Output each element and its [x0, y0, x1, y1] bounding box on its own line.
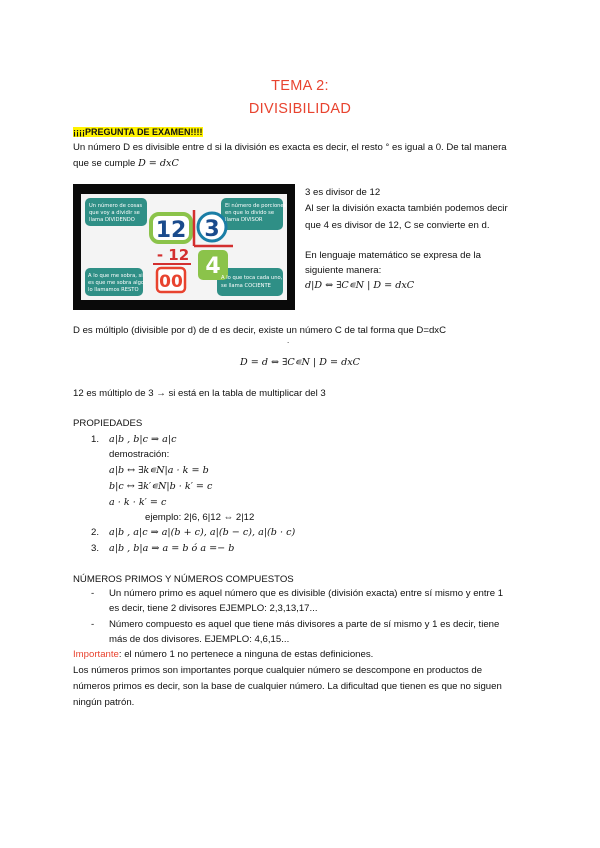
bullet-dash-2: - — [91, 619, 95, 630]
prop3-formula: a|b , b|a ⇒ a = b ó a =− b — [109, 543, 235, 554]
prop2-number: 2. — [91, 527, 100, 538]
side-formula: d|D ⇔ ∃C∊N | D = dxC — [305, 280, 415, 291]
note-dividend-line2: que voy a dividir se — [89, 210, 140, 216]
divisor-number: 3 — [204, 217, 220, 242]
important-note — [73, 649, 373, 660]
note-remainder-line1: A lo que me sobra, si — [88, 273, 143, 279]
note-quotient-line1: A lo que toca cada uno, — [221, 275, 283, 281]
primos-bullet1-line2: es decir, tiene 2 divisores EJEMPLO: 2,3,13,17... — [109, 603, 318, 614]
illustration-panel — [81, 194, 287, 300]
note-dividend-line1: Un número de cosas — [89, 203, 143, 209]
note-quotient-line2: se llama COCIENTE — [221, 283, 271, 289]
multiple-dot: . — [287, 336, 290, 345]
page-title-line1: TEMA 2: — [271, 78, 329, 94]
multiple-example: 12 es múltiplo de 3 → si está en la tabla de multiplicar del 3 — [73, 388, 326, 399]
prop1-demo-step1: a|b ↔ ∃k∊N|a · k = b — [109, 465, 209, 476]
page-title-line2: DIVISIBILIDAD — [248, 101, 352, 117]
side-line1: 3 es divisor de 12 — [305, 187, 381, 198]
primos-bullet2-line1: Número compuesto es aquel que tiene más divisores a parte de sí mismo y 1 es decir, tiene — [109, 619, 500, 630]
primos-heading: NÚMEROS PRIMOS Y NÚMEROS COMPUESTOS — [73, 574, 294, 585]
prop2-formula: a|b , a|c ⇒ a|(b + c), a|(b − c), a|(b · c) — [109, 527, 296, 538]
note-remainder-line2: es que me sobra algo, — [88, 280, 146, 286]
intro-line2-text: que se cumple — [73, 158, 139, 169]
exam-tag: ¡¡¡¡PREGUNTA DE EXAMEN!!!! — [73, 127, 203, 137]
important-label: Importante — [73, 649, 119, 660]
division-illustration — [73, 184, 295, 310]
intro-line2 — [73, 158, 179, 169]
primos-bullet1-line1: Un número primo es aquel número que es divisible (división exacta) entre sí mismo y entre 1 — [109, 588, 504, 599]
intro-formula: D = dxC — [138, 158, 179, 169]
intro-line1: Un número D es divisible entre d si la división es exacta es decir, el resto ° es igual a 0. De tal manera — [73, 142, 507, 153]
note-dividend-line3: llama DIVIDENDO — [89, 217, 135, 223]
important-text: : el número 1 no pertenece a ninguna de estas definiciones. — [118, 649, 374, 660]
side-line5: siguiente manera: — [305, 265, 382, 276]
side-line4: En lenguaje matemático se expresa de la — [305, 250, 481, 261]
primos-final-line3: ningún patrón. — [73, 697, 135, 708]
primos-final-line1: Los números primos son importantes porque cualquier número se descompone en productos de — [73, 665, 483, 676]
prop1-formula: a|b , b|c ⇒ a|c — [109, 434, 177, 445]
note-divisor-line1: El número de porciones — [225, 203, 287, 209]
multiple-formula: D = d ⇔ ∃C∊N | D = dxC — [240, 357, 360, 368]
division-diagram — [81, 194, 287, 300]
remainder-number: 00 — [159, 272, 183, 292]
subtract-number: - 12 — [156, 246, 190, 264]
primos-final-line2: números primos es decir, son la base de cualquier número. La dificultad que tienen es que no siguen — [73, 681, 502, 692]
dividend-number: 12 — [155, 218, 187, 243]
note-divisor-line2: en que lo divido se — [225, 210, 275, 216]
note-remainder-line3: lo llamamos RESTO — [88, 287, 139, 293]
side-line3: que 4 es divisor de 12, C se convierte en d. — [305, 220, 490, 231]
primos-bullet2-line2: más de dos divisores. EJEMPLO: 4,6,15... — [109, 634, 290, 645]
prop1-number: 1. — [91, 434, 100, 445]
prop3-number: 3. — [91, 543, 100, 554]
prop1-demo-step2: b|c ↔ ∃k′∊N|b · k′ = c — [109, 481, 213, 492]
bullet-dash-1: - — [91, 588, 95, 599]
prop1-demo-label: demostración: — [109, 449, 170, 460]
side-line2: Al ser la división exacta también podemos decir — [305, 203, 508, 214]
prop1-demo-step3: a · k · k′ = c — [109, 497, 167, 508]
propiedades-heading: PROPIEDADES — [73, 418, 143, 429]
multiple-definition: D es múltiplo (divisible por d) de d es decir, existe un número C de tal forma que D=dxC — [73, 325, 446, 336]
quotient-number: 4 — [205, 254, 221, 279]
note-divisor-line3: llama DIVISOR — [225, 217, 263, 223]
prop1-example: ejemplo: 2|6, 6|12 ⇔ 2|12 — [145, 512, 255, 523]
